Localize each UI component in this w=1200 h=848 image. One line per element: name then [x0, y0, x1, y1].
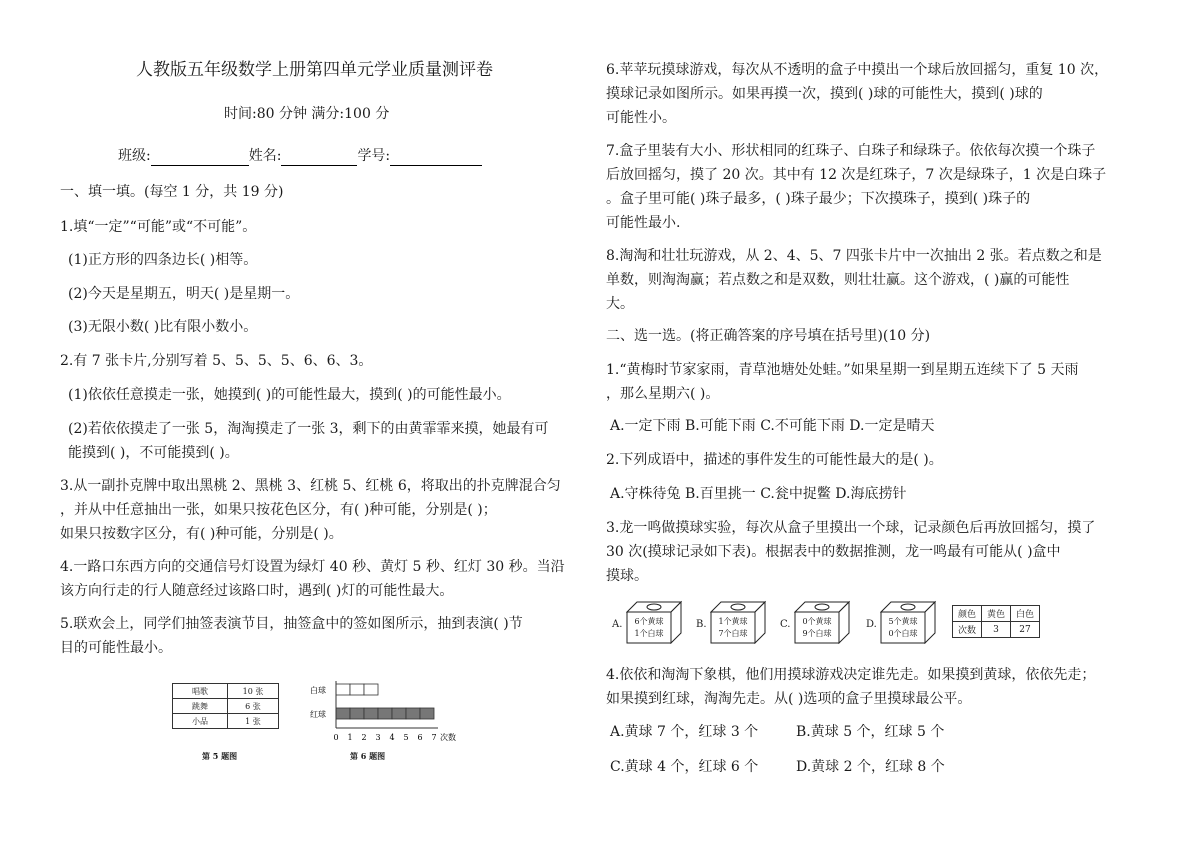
fig5-count: 10 张: [228, 684, 279, 699]
table-header: 颜色: [953, 606, 982, 622]
table-cell: 次数: [953, 622, 982, 638]
red-ball-cell: [392, 708, 406, 719]
student-info: [118, 146, 482, 166]
q4-l1: 4.一路口东西方向的交通信号灯设置为绿灯 40 秒、黄灯 5 秒、红灯 30 秒。当沿: [60, 559, 565, 575]
table-header: 黄色: [982, 606, 1011, 622]
q2-b1: (2)若依依摸走了一张 5，淘淘摸走了一张 3，剩下的由黄霏霏来摸，她最有可: [68, 421, 549, 437]
table-cell: 27: [1011, 622, 1040, 638]
s4-l2: 如果摸到红球，淘淘先走。从( )选项的盒子里摸球最公平。: [606, 691, 972, 707]
id-blank: [390, 149, 482, 166]
q6-l3: 可能性小。: [606, 110, 676, 126]
table-row: [173, 714, 279, 729]
red-ball-label: 红球: [310, 710, 326, 719]
table-row: [953, 622, 1040, 638]
box-yellow-count: 1个黄球: [718, 617, 748, 626]
x-tick-label: 4: [389, 733, 395, 742]
fig6-chart: [308, 678, 458, 746]
x-tick-label: 3: [375, 733, 381, 742]
q7-l2: 后放回摇匀，摸了 20 次。其中有 12 次是红珠子，7 次是绿珠子，1 次是白珠子: [606, 167, 1107, 183]
box-yellow-count: 5个黄球: [888, 617, 918, 626]
box-yellow-count: 6个黄球: [634, 617, 664, 626]
box-white-count: 0个白球: [888, 629, 918, 638]
red-ball-cell: [350, 708, 364, 719]
x-tick-label: 2: [361, 733, 367, 742]
x-tick-label: 6: [417, 733, 423, 742]
q3-l2: ，并从中任意抽出一张，如果只按花色区分，有( )种可能，分别是( )；: [60, 502, 497, 518]
s4-option-b: B.黄球 5 个，红球 5 个: [796, 724, 945, 740]
q3-l1: 3.从一副扑克牌中取出黑桃 2、黑桃 3、红桃 5、红桃 6，将取出的扑克牌混合匀: [60, 478, 561, 494]
fig5-count: 6 张: [228, 699, 279, 714]
section1-heading: 一、填一填。(每空 1 分，共 19 分): [60, 184, 284, 200]
q7-l4: 可能性最小.: [606, 215, 681, 231]
q2-b2: 能摸到( )，不可能摸到( )。: [68, 445, 239, 461]
box-option-label: C.: [780, 619, 791, 630]
x-tick-label: 1: [347, 733, 353, 742]
fig6-caption: 第 6 题图: [350, 751, 386, 761]
s1-options: A.一定下雨 B.可能下雨 C.不可能下雨 D.一定是晴天: [610, 418, 935, 434]
table-row: [173, 684, 279, 699]
q6-l2: 摸球记录如图所示。如果再摸一次，摸到( )球的可能性大，摸到( )球的: [606, 86, 1043, 102]
x-axis-unit: 次数: [440, 733, 456, 742]
s3-l1: 3.龙一鸣做摸球实验，每次从盒子里摸出一个球，记录颜色后再放回摇匀，摸了: [606, 520, 1096, 536]
q8-l1: 8.淘淘和壮壮玩游戏，从 2、4、5、7 四张卡片中一次抽出 2 张。若点数之和是: [606, 248, 1102, 264]
class-label: 班级:: [118, 148, 151, 164]
red-ball-cell: [336, 708, 350, 719]
s2-l1: 2.下列成语中，描述的事件发生的可能性最大的是( )。: [606, 452, 943, 468]
class-blank: [151, 149, 249, 166]
q2-a: (1)依依任意摸走一张，她摸到( )的可能性最大，摸到( )的可能性最小。: [68, 387, 511, 403]
box-white-count: 1个白球: [634, 629, 664, 638]
s4-l1: 4.依依和淘淘下象棋，他们用摸球游戏决定谁先走。如果摸到黄球，依依先走；: [606, 667, 1096, 683]
s3-l3: 摸球。: [606, 568, 648, 584]
box-option-label: D.: [866, 619, 877, 630]
table-cell: 3: [982, 622, 1011, 638]
white-ball-cell: [364, 684, 378, 695]
q1-c: (3)无限小数( )比有限小数小。: [68, 319, 258, 335]
fig5-item: 唱歌: [173, 684, 228, 699]
red-ball-cell: [420, 708, 434, 719]
q7-l1: 7.盒子里装有大小、形状相同的红珠子、白珠子和绿珠子。依依每次摸一个珠子: [606, 143, 1096, 159]
s1-l2: ，那么星期六( )。: [606, 386, 720, 402]
s4-option-d: D.黄球 2 个，红球 8 个: [796, 759, 945, 775]
section2-heading: 二、选一选。(将正确答案的序号填在括号里)(10 分): [606, 328, 931, 344]
s4-option-a: A.黄球 7 个，红球 3 个: [610, 724, 759, 740]
q8-l3: 大。: [606, 296, 634, 312]
x-tick-label: 5: [403, 733, 409, 742]
red-ball-cell: [364, 708, 378, 719]
s3-record-table: [952, 605, 1040, 638]
red-ball-cell: [378, 708, 392, 719]
white-ball-label: 白球: [310, 686, 326, 695]
fig5-caption: 第 5 题图: [202, 751, 238, 761]
exam-meta: 时间:80 分钟 满分:100 分: [224, 106, 390, 122]
fig5-table: [172, 683, 279, 729]
q1-stem: 1.填“一定”“可能”或“不可能”。: [60, 219, 257, 235]
q7-l3: 。盒子里可能( )珠子最多，( )珠子最少；下次摸珠子，摸到( )珠子的: [606, 191, 1031, 207]
q5-l1: 5.联欢会上，同学们抽签表演节目，抽签盒中的签如图所示，抽到表演( )节: [60, 616, 523, 632]
box-option-label: A.: [612, 619, 623, 630]
q2-stem: 2.有 7 张卡片,分别写着 5、5、5、5、6、6、3。: [60, 353, 373, 369]
box-white-count: 7个白球: [718, 629, 748, 638]
id-label: 学号:: [357, 148, 391, 164]
fig5-item: 跳舞: [173, 699, 228, 714]
box-yellow-count: 0个黄球: [802, 617, 832, 626]
q1-b: (2)今天是星期五，明天( )是星期一。: [68, 286, 300, 302]
fig5-count: 1 张: [228, 714, 279, 729]
q4-l2: 该方向行走的行人随意经过该路口时，遇到( )灯的可能性最大。: [60, 583, 454, 599]
s1-l1: 1.“黄梅时节家家雨，青草池塘处处蛙。”如果星期一到星期五连续下了 5 天雨: [606, 362, 1079, 378]
s2-options: A.守株待兔 B.百里挑一 C.瓮中捉鳖 D.海底捞针: [610, 486, 907, 502]
s4-option-c: C.黄球 4 个，红球 6 个: [610, 759, 759, 775]
white-ball-cell: [350, 684, 364, 695]
red-ball-cell: [406, 708, 420, 719]
box-option-label: B.: [696, 619, 707, 630]
table-header: 白色: [1011, 606, 1040, 622]
white-ball-cell: [336, 684, 350, 695]
s3-l2: 30 次(摸球记录如下表)。根据表中的数据推测，龙一鸣最有可能从( )盒中: [606, 544, 1061, 560]
table-row: [953, 606, 1040, 622]
page-title: 人教版五年级数学上册第四单元学业质量测评卷: [136, 60, 493, 80]
q8-l2: 单数，则淘淘赢；若点数之和是双数，则壮壮赢。这个游戏，( )赢的可能性: [606, 272, 1070, 288]
x-tick-label: 7: [431, 733, 437, 742]
q3-l3: 如果只按数字区分，有( )种可能，分别是( )。: [60, 526, 343, 542]
box-white-count: 9个白球: [802, 629, 832, 638]
table-row: [173, 699, 279, 714]
q1-a: (1)正方形的四条边长( )相等。: [68, 252, 258, 268]
x-tick-label: 0: [333, 733, 339, 742]
q5-l2: 目的可能性最小。: [60, 640, 172, 656]
q6-l1: 6.苹苹玩摸球游戏，每次从不透明的盒子中摸出一个球后放回摇匀，重复 10 次，: [606, 62, 1109, 78]
name-blank: [281, 149, 357, 166]
fig5-item: 小品: [173, 714, 228, 729]
name-label: 姓名:: [248, 148, 282, 164]
